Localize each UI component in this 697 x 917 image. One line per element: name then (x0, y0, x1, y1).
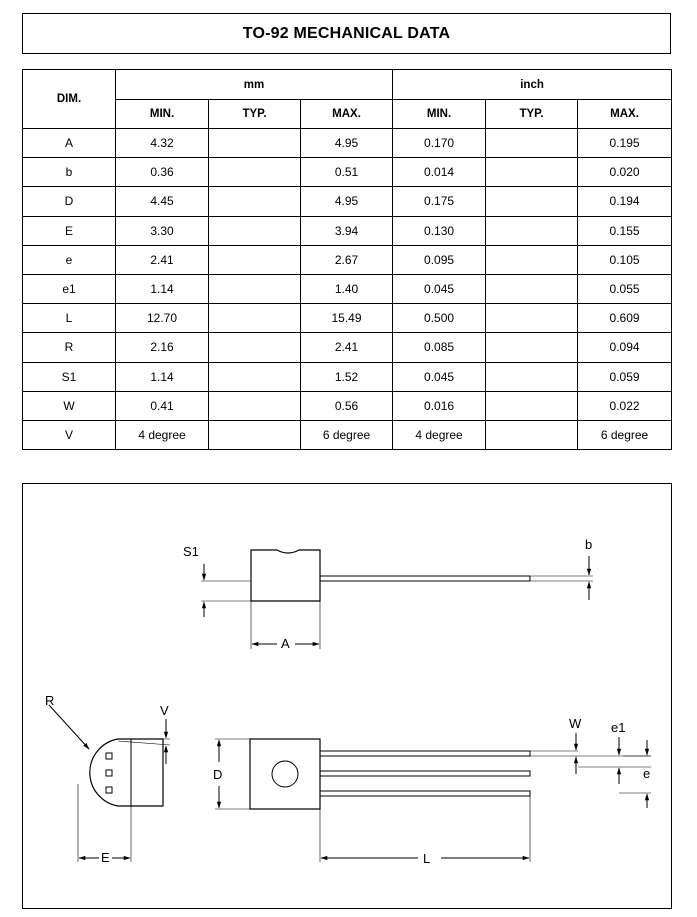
cell-in-max: 0.055 (578, 274, 672, 303)
page-title: TO-92 MECHANICAL DATA (242, 24, 451, 42)
cell-mm-min: 0.41 (116, 391, 209, 420)
mm-group-header: mm (116, 70, 393, 100)
label-e-small: e (643, 766, 651, 781)
cell-in-typ (486, 158, 578, 187)
cell-mm-min: 4 degree (116, 420, 209, 449)
cell-mm-typ (209, 187, 301, 216)
table-row (23, 158, 672, 187)
drawing-svg (23, 484, 671, 908)
cell-mm-min: 1.14 (116, 362, 209, 391)
cell-in-typ (486, 420, 578, 449)
cell-mm-min: 4.32 (116, 129, 209, 158)
cell-dim: R (23, 333, 116, 362)
cell-mm-max: 6 degree (301, 420, 393, 449)
body-front (250, 739, 320, 809)
pin-marker-3 (106, 787, 112, 793)
cell-in-typ (486, 304, 578, 333)
table-row (23, 420, 672, 449)
cell-in-max: 0.194 (578, 187, 672, 216)
cell-dim: L (23, 304, 116, 333)
cell-mm-min: 0.36 (116, 158, 209, 187)
cell-in-typ (486, 216, 578, 245)
cell-mm-typ (209, 274, 301, 303)
cell-in-typ (486, 362, 578, 391)
cell-in-min: 0.014 (393, 158, 486, 187)
cell-mm-max: 2.41 (301, 333, 393, 362)
cell-dim: A (23, 129, 116, 158)
cell-mm-typ (209, 420, 301, 449)
lead-1 (320, 751, 530, 756)
cell-in-min: 0.016 (393, 391, 486, 420)
table-row (23, 187, 672, 216)
label-r: R (45, 693, 55, 708)
mechanical-data-table (22, 69, 672, 450)
cell-in-max: 0.105 (578, 245, 672, 274)
cell-in-min: 0.045 (393, 362, 486, 391)
inch-max-header: MAX. (578, 100, 672, 129)
label-l: L (423, 851, 431, 866)
cell-mm-typ (209, 304, 301, 333)
cell-mm-max: 1.40 (301, 274, 393, 303)
lead-2 (320, 771, 530, 776)
table-row (23, 304, 672, 333)
inch-group-header: inch (393, 70, 672, 100)
cell-in-min: 0.095 (393, 245, 486, 274)
table-row (23, 216, 672, 245)
inch-min-header: MIN. (393, 100, 486, 129)
title-box (22, 13, 671, 54)
cell-mm-typ (209, 362, 301, 391)
cell-in-min: 4 degree (393, 420, 486, 449)
mechanical-drawing (22, 483, 672, 909)
lead-3 (320, 791, 530, 796)
cell-mm-typ (209, 391, 301, 420)
cell-in-typ (486, 333, 578, 362)
cell-dim: e1 (23, 274, 116, 303)
mm-typ-header: TYP. (209, 100, 301, 129)
cell-in-max: 0.059 (578, 362, 672, 391)
cell-dim: D (23, 187, 116, 216)
cell-mm-max: 1.52 (301, 362, 393, 391)
cell-in-min: 0.045 (393, 274, 486, 303)
cell-mm-typ (209, 216, 301, 245)
inch-typ-header: TYP. (486, 100, 578, 129)
table-body (23, 129, 672, 450)
cell-in-max: 0.155 (578, 216, 672, 245)
table-row (23, 129, 672, 158)
side-view (201, 550, 593, 649)
table-row (23, 391, 672, 420)
cell-mm-typ (209, 245, 301, 274)
pin-marker-2 (106, 770, 112, 776)
end-view-body (90, 739, 163, 806)
cell-mm-typ (209, 158, 301, 187)
label-w: W (569, 716, 582, 731)
cell-dim: e (23, 245, 116, 274)
cell-mm-max: 15.49 (301, 304, 393, 333)
cell-in-min: 0.175 (393, 187, 486, 216)
cell-in-typ (486, 129, 578, 158)
cell-mm-min: 12.70 (116, 304, 209, 333)
cell-mm-typ (209, 333, 301, 362)
cell-mm-max: 0.51 (301, 158, 393, 187)
cell-mm-min: 3.30 (116, 216, 209, 245)
cell-dim: W (23, 391, 116, 420)
cell-mm-min: 1.14 (116, 274, 209, 303)
cell-in-typ (486, 245, 578, 274)
cell-mm-min: 4.45 (116, 187, 209, 216)
cell-dim: S1 (23, 362, 116, 391)
cell-in-min: 0.500 (393, 304, 486, 333)
cell-mm-min: 2.16 (116, 333, 209, 362)
cell-in-max: 6 degree (578, 420, 672, 449)
label-e-cap: E (101, 850, 110, 865)
cell-dim: b (23, 158, 116, 187)
cell-dim: E (23, 216, 116, 245)
cell-in-max: 0.020 (578, 158, 672, 187)
end-view (49, 705, 170, 862)
cell-in-min: 0.170 (393, 129, 486, 158)
mm-min-header: MIN. (116, 100, 209, 129)
cell-dim: V (23, 420, 116, 449)
label-s1: S1 (183, 544, 199, 559)
table-row (23, 362, 672, 391)
cell-in-max: 0.094 (578, 333, 672, 362)
label-v: V (160, 703, 169, 718)
cell-mm-max: 4.95 (301, 129, 393, 158)
v-line-2 (118, 741, 170, 745)
cell-in-min: 0.130 (393, 216, 486, 245)
cell-in-max: 0.195 (578, 129, 672, 158)
front-view (215, 733, 651, 862)
r-leader (49, 705, 89, 749)
cell-mm-max: 4.95 (301, 187, 393, 216)
cell-in-typ (486, 187, 578, 216)
pin-marker-1 (106, 753, 112, 759)
table-row (23, 274, 672, 303)
cell-mm-typ (209, 129, 301, 158)
label-a: A (281, 636, 290, 651)
mm-max-header: MAX. (301, 100, 393, 129)
cell-mm-max: 3.94 (301, 216, 393, 245)
cell-in-typ (486, 274, 578, 303)
cell-in-max: 0.022 (578, 391, 672, 420)
cell-mm-max: 0.56 (301, 391, 393, 420)
cell-in-max: 0.609 (578, 304, 672, 333)
cell-mm-min: 2.41 (116, 245, 209, 274)
table-row (23, 245, 672, 274)
cell-in-min: 0.085 (393, 333, 486, 362)
table-row (23, 333, 672, 362)
mounting-circle (272, 761, 298, 787)
label-b: b (585, 537, 593, 552)
label-d: D (213, 767, 223, 782)
dim-header: DIM. (23, 70, 116, 129)
body-side-outline (251, 550, 320, 601)
cell-in-typ (486, 391, 578, 420)
label-e1: e1 (611, 720, 626, 735)
cell-mm-max: 2.67 (301, 245, 393, 274)
